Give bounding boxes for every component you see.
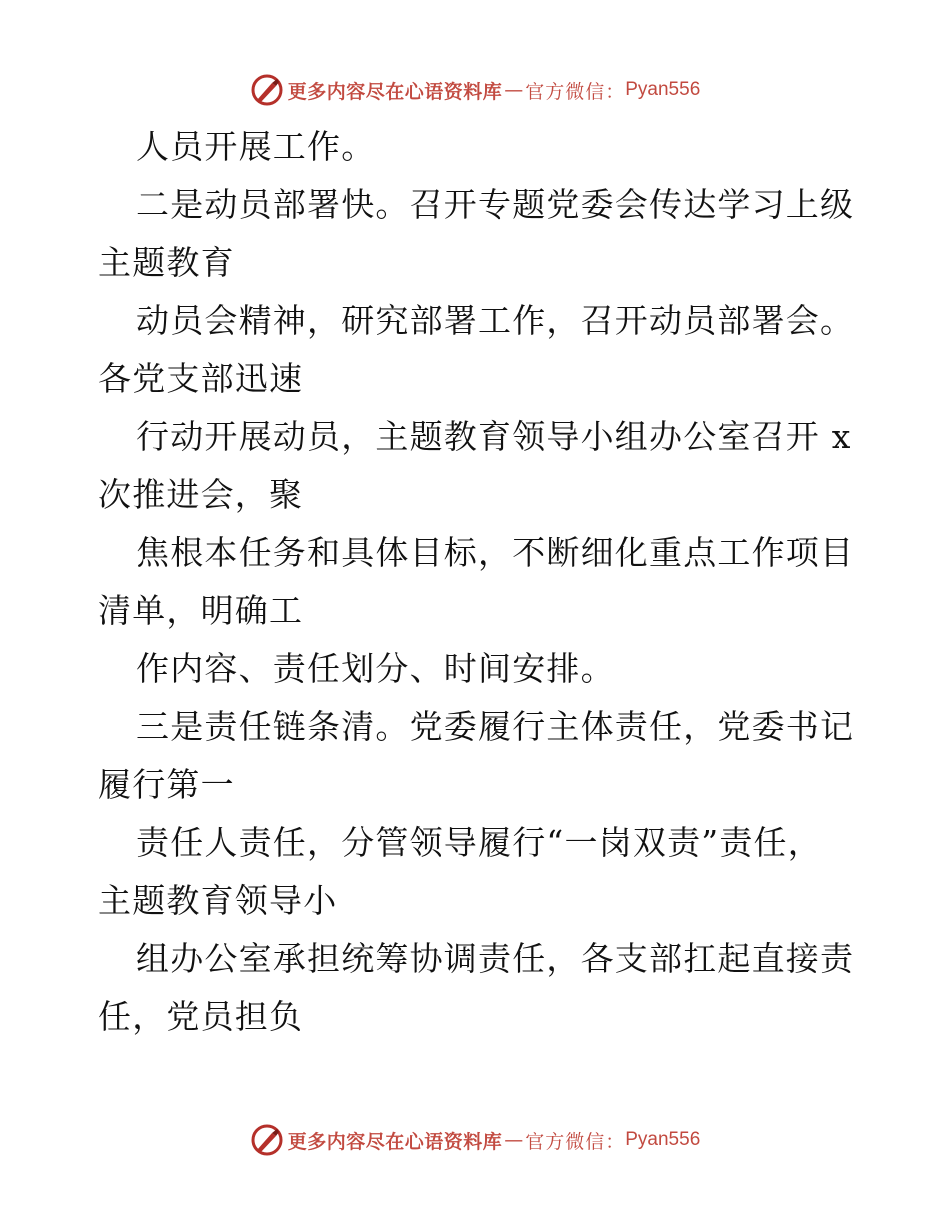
watermark-dash: — xyxy=(504,1129,524,1151)
pen-logo-icon xyxy=(250,73,284,107)
body-line: 主题教育领导小 xyxy=(98,881,338,920)
body-line: 动员会精神，研究部署工作，召开动员部署会。 xyxy=(136,301,855,340)
body-line: 行动开展动员，主题教育领导小组办公室召开 x xyxy=(136,417,852,456)
watermark-dash: — xyxy=(504,79,524,101)
watermark-main-text: 更多内容尽在心语资料库 xyxy=(287,80,503,103)
body-line: 主题教育 xyxy=(98,243,235,282)
body-line: 三是责任链条清。党委履行主体责任，党委书记 xyxy=(136,707,855,746)
watermark-wechat-id: Pyan556 xyxy=(625,1129,701,1150)
pen-logo-icon xyxy=(250,1123,284,1157)
watermark-sub-text: 官方微信： xyxy=(525,80,626,103)
header-watermark xyxy=(0,72,950,108)
body-line: 各党支部迅速 xyxy=(98,359,304,398)
watermark-main-text: 更多内容尽在心语资料库 xyxy=(287,1130,503,1153)
watermark-sub-text: 官方微信： xyxy=(525,1130,626,1153)
body-line: 人员开展工作。 xyxy=(136,127,376,166)
body-line: 组办公室承担统筹协调责任，各支部扛起直接责 xyxy=(136,939,855,978)
document-body xyxy=(98,118,858,1046)
body-line: 任，党员担负 xyxy=(98,997,304,1036)
body-line: 清单，明确工 xyxy=(98,591,304,630)
body-line: 责任人责任，分管领导履行“一岗双责”责任， xyxy=(136,823,822,862)
body-line: 二是动员部署快。召开专题党委会传达学习上级 xyxy=(136,185,855,224)
footer-watermark xyxy=(0,1122,950,1158)
body-line: 作内容、责任划分、时间安排。 xyxy=(136,649,615,688)
body-line: 次推进会，聚 xyxy=(98,475,304,514)
body-line: 焦根本任务和具体目标，不断细化重点工作项目 xyxy=(136,533,855,572)
watermark-wechat-id: Pyan556 xyxy=(625,79,701,100)
body-line: 履行第一 xyxy=(98,765,235,804)
